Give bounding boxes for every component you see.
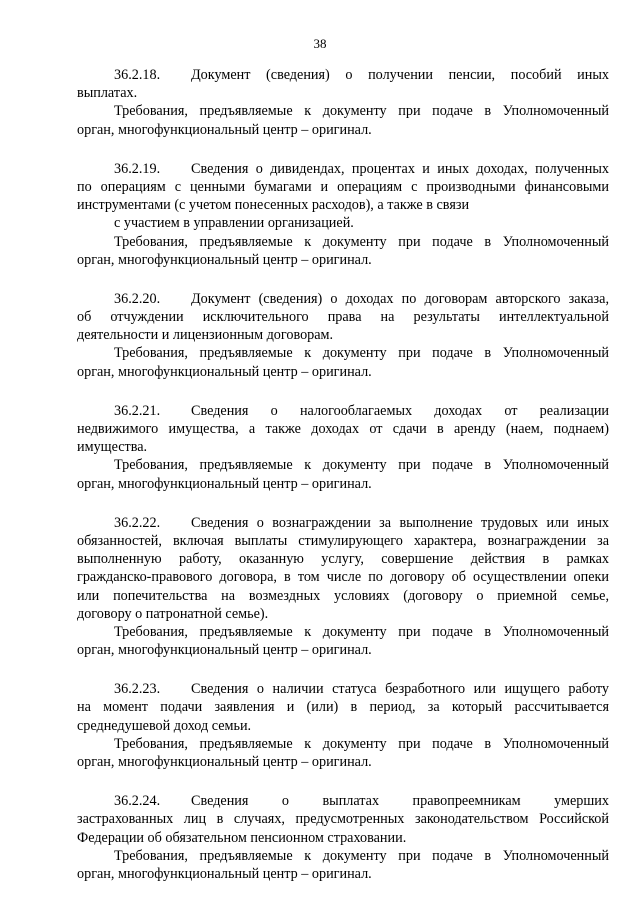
item-text-line bbox=[77, 178, 609, 196]
item-heading-line bbox=[77, 514, 609, 532]
item-text: договору о патронатной семье). bbox=[77, 605, 269, 622]
item-number: 36.2.22. bbox=[114, 514, 161, 531]
requirement-line: орган, многофункциональный центр – оригинал. bbox=[77, 642, 372, 659]
item-text-line bbox=[77, 308, 609, 326]
item-text: по операциям с ценными бумагами и операциям с производными финансовыми bbox=[77, 178, 609, 195]
requirement-line: Требования, предъявляемые к документу при подаче в Уполномоченный bbox=[114, 847, 609, 864]
item-heading-line bbox=[77, 160, 609, 178]
item-text: Сведения о наличии статуса безработного или ищущего работу bbox=[191, 681, 609, 698]
item-heading-line bbox=[77, 402, 609, 420]
item-text-line bbox=[77, 550, 609, 568]
item-number: 36.2.18. bbox=[114, 67, 161, 83]
item-text: или попечительства на возмездных условиях (договору о приемной семье, bbox=[77, 587, 609, 604]
document-item-36-2-24 bbox=[77, 792, 609, 883]
requirement-line: орган, многофункциональный центр – оригинал. bbox=[77, 865, 372, 882]
item-text-line bbox=[77, 326, 609, 344]
item-text-line bbox=[77, 717, 609, 735]
item-text: недвижимого имущества, а также доходах от сдачи в аренду (наем, поднаем) bbox=[77, 421, 609, 437]
item-text: гражданско-правового договора, в том числе по договору об осуществлении опеки bbox=[77, 569, 609, 586]
document-item-36-2-21 bbox=[77, 402, 609, 493]
page-number: 38 bbox=[313, 36, 327, 51]
item-text-line bbox=[77, 605, 609, 623]
item-text: выполненную работу, оказанную услугу, совершение действия в рамках bbox=[77, 551, 609, 568]
item-text: Сведения о налогооблагаемых доходах от реализации bbox=[191, 402, 609, 419]
item-text-line bbox=[77, 196, 609, 214]
item-number: 36.2.20. bbox=[114, 290, 161, 307]
item-text: среднедушевой доход семьи. bbox=[77, 717, 252, 734]
requirement-line: Требования, предъявляемые к документу при подаче в Уполномоченный bbox=[114, 623, 609, 640]
item-text: Документ (сведения) о получении пенсии, пособий иных bbox=[191, 67, 609, 83]
document-item-36-2-23 bbox=[77, 680, 609, 771]
item-text: Документ (сведения) о доходах по договорам авторского заказа, bbox=[191, 290, 609, 307]
item-text: деятельности и лицензионным договорам. bbox=[77, 327, 334, 344]
item-text: Сведения о выплатах правопреемникам умерших bbox=[191, 793, 609, 810]
item-text-line bbox=[77, 587, 609, 605]
item-text-line bbox=[77, 532, 609, 550]
document-item-36-2-22 bbox=[77, 514, 609, 660]
item-text: выплатах. bbox=[77, 85, 138, 102]
item-number: 36.2.19. bbox=[114, 160, 161, 177]
document-item-36-2-20 bbox=[77, 290, 609, 381]
item-text-line bbox=[77, 829, 609, 847]
item-text-line bbox=[77, 420, 609, 438]
document-item-36-2-19 bbox=[77, 160, 609, 269]
requirement-line: орган, многофункциональный центр – оригинал. bbox=[77, 754, 372, 770]
item-text: Федерации об обязательном пенсионном страховании. bbox=[77, 829, 407, 846]
item-text: имущества. bbox=[77, 439, 148, 456]
requirement-line: Требования, предъявляемые к документу при подаче в Уполномоченный bbox=[114, 103, 609, 120]
item-text-line bbox=[77, 698, 609, 716]
item-number: 36.2.24. bbox=[114, 793, 161, 810]
requirement-line: орган, многофункциональный центр – оригинал. bbox=[77, 121, 372, 138]
item-text: Сведения о вознаграждении за выполнение трудовых или иных bbox=[191, 514, 609, 531]
requirement-line: Требования, предъявляемые к документу при подаче в Уполномоченный bbox=[114, 345, 609, 362]
item-text-line bbox=[77, 84, 609, 102]
item-heading-line bbox=[77, 680, 609, 698]
requirement-line: орган, многофункциональный центр – оригинал. bbox=[77, 475, 372, 492]
item-text: обязанностей, включая выплаты стимулирующего характера, вознаграждении за bbox=[77, 532, 609, 549]
item-text-line bbox=[77, 438, 609, 456]
item-text: застрахованных лиц в случаях, предусмотренных законодательством Российской bbox=[77, 811, 609, 828]
item-text: инструментами (с учетом понесенных расходов), а также в связи bbox=[77, 197, 470, 214]
requirement-line: Требования, предъявляемые к документу при подаче в Уполномоченный bbox=[114, 457, 609, 474]
item-text-line bbox=[77, 810, 609, 828]
item-number: 36.2.21. bbox=[114, 402, 161, 419]
requirement-line: орган, многофункциональный центр – оригинал. bbox=[77, 363, 372, 380]
item-text: об отчуждении исключительного права на результаты интеллектуальной bbox=[77, 309, 609, 326]
item-heading-line bbox=[77, 66, 609, 84]
item-heading-line bbox=[77, 290, 609, 308]
requirement-line: Требования, предъявляемые к документу при подаче в Уполномоченный bbox=[114, 735, 609, 752]
item-text-line: с участием в управлении организацией. bbox=[114, 215, 354, 232]
requirement-line: Требования, предъявляемые к документу при подаче в Уполномоченный bbox=[114, 233, 609, 250]
item-text-line bbox=[77, 568, 609, 586]
document-body bbox=[77, 66, 609, 904]
requirement-line: орган, многофункциональный центр – оригинал. bbox=[77, 251, 372, 268]
item-text: на момент подачи заявления и (или) в период, за который рассчитывается bbox=[77, 699, 609, 716]
item-heading-line bbox=[77, 792, 609, 810]
item-number: 36.2.23. bbox=[114, 681, 161, 698]
document-item-36-2-18 bbox=[77, 66, 609, 139]
item-text: Сведения о дивидендах, процентах и иных доходах, полученных bbox=[191, 160, 609, 177]
